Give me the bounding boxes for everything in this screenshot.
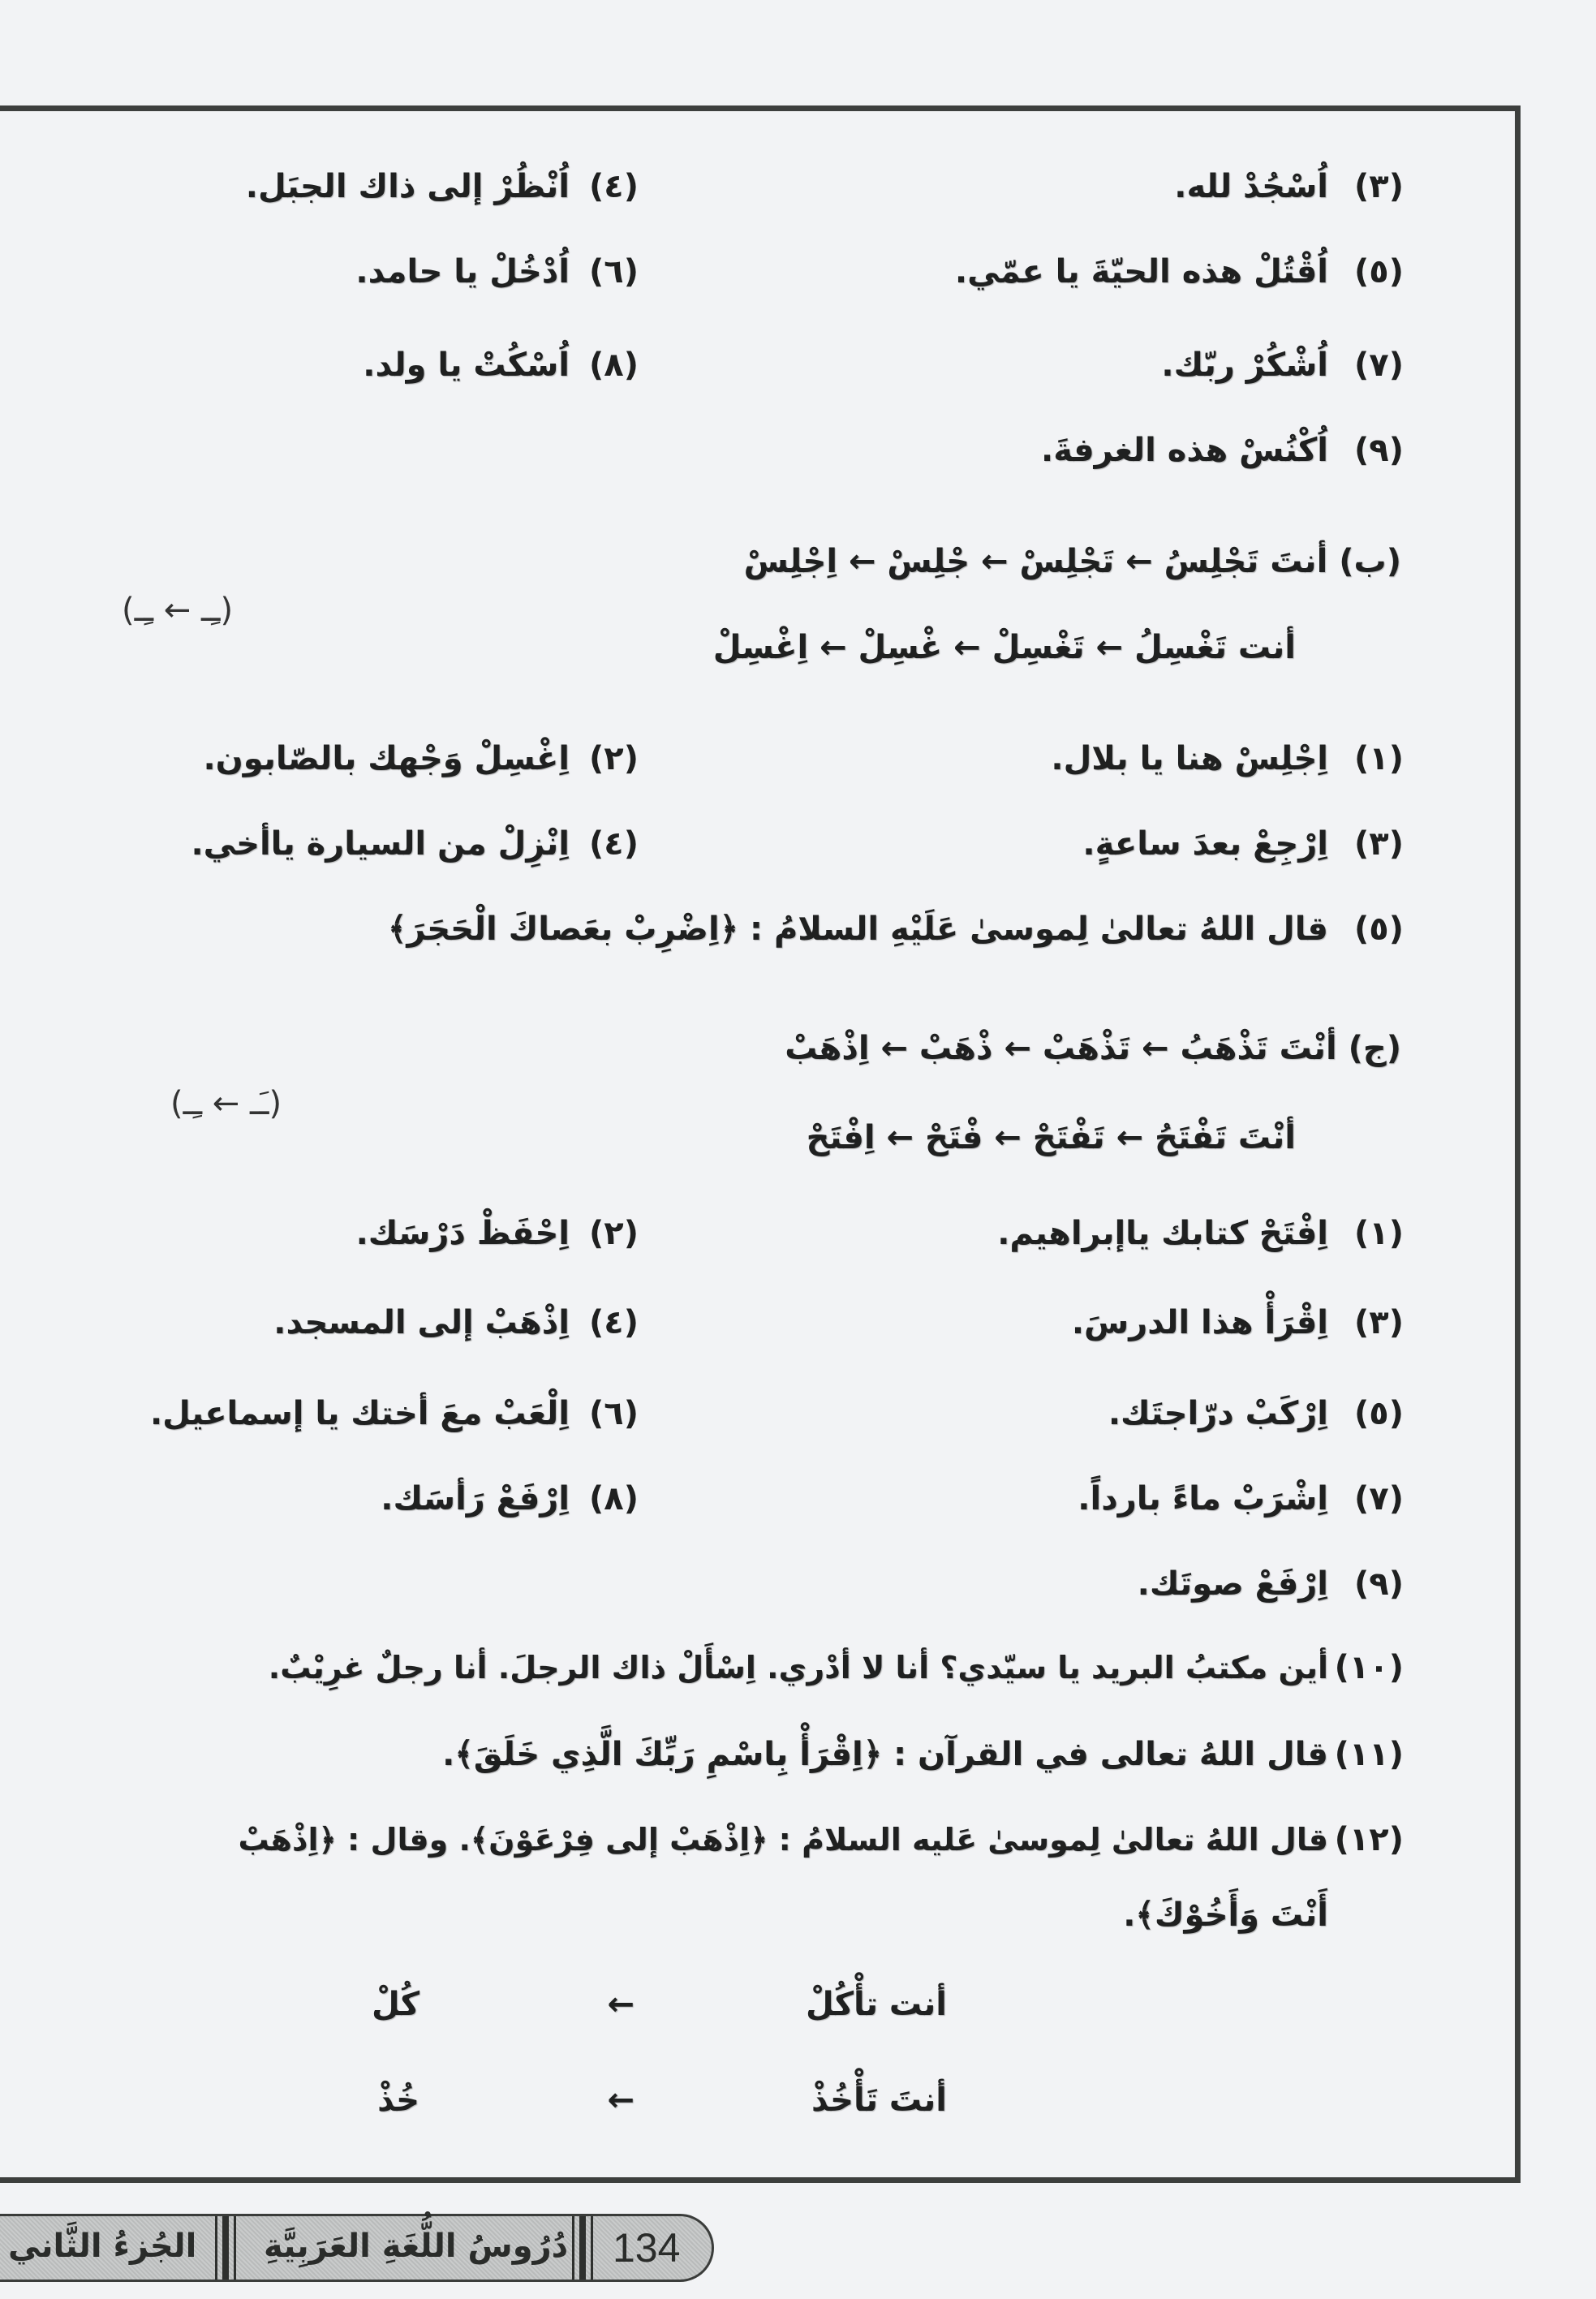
footer-separator [572,2216,593,2280]
item-label: (٣) [1354,825,1404,863]
item-label: (٢) [589,1215,639,1252]
imperative-to: خُذْ [377,2082,419,2119]
item-label: (٢) [589,740,639,777]
derivation: أنتَ تَجْلِسُ ← تَجْلِسْ ← جْلِسْ ← اِجْلِسْ [743,543,1328,580]
item-label: (٤) [589,1304,639,1341]
vowel-pattern: (ـَـ ← ـِـ) [170,1085,282,1122]
sentence: قال اللهُ تعالىٰ لِموسىٰ عَليه السلامُ : ﴿اِذْهَبْ إلى فِرْعَوْنَ﴾. وقال : ﴿اِذْهَبْ [238,1822,1328,1858]
sentence: اِنْزِلْ من السيارة ياأخي. [191,825,570,863]
section-label: (ج) [1348,1030,1401,1067]
item-label: (٩) [1354,1565,1404,1603]
item-label: (٥) [1354,911,1404,948]
imperative-from: أنتَ تَأْخُذْ [811,2082,947,2119]
page-footer [0,2214,714,2282]
item-label: (٥) [1354,253,1404,291]
conjugation-line [744,537,1401,586]
item-label: (٤) [589,825,639,863]
sentence: اِفْتَحْ كتابك ياإبراهيم. [997,1215,1328,1252]
section-label: (ب) [1339,543,1401,580]
item-label: (٥) [1354,1395,1404,1432]
item-label: (٧) [1354,1480,1404,1518]
sentence: اُنْظُرْ إلى ذاك الجبَل. [245,168,570,205]
sentence: اِقْرَأْ هذا الدرسَ. [1071,1304,1328,1341]
sentence: اِشْرَبْ ماءً بارداً. [1078,1480,1328,1518]
sentence: اُشْكُرْ ربّك. [1161,347,1328,384]
conjugation-line: أنْتَ تَفْتَحُ ← تَفْتَحْ ← فْتَحْ ← اِفْتَحْ [806,1119,1296,1156]
footer-separator [215,2216,236,2280]
sentence: قال اللهُ تعالى في القرآن : ﴿اِقْرَأْ بِاسْمِ رَبِّكَ الَّذِي خَلَقَ﴾. [442,1736,1328,1773]
sentence: اِرْفَعْ صوتَك. [1137,1565,1328,1603]
item-label: (٦) [589,253,639,291]
item-label: (٨) [589,347,639,384]
sentence: قال اللهُ تعالىٰ لِموسىٰ عَلَيْهِ السلامُ : ﴿اِضْرِبْ بعَصاكَ الْحَجَرَ﴾ [387,911,1328,948]
vowel-pattern: (ـِـ ← ـِـ) [122,592,234,629]
item-label: (٦) [589,1395,639,1432]
derivation: أنْتَ تَذْهَبُ ← تَذْهَبْ ← ذْهَبْ ← اِذْهَبْ [785,1030,1337,1067]
conjugation-line [785,1024,1401,1073]
sentence: اِجْلِسْ هنا يا بلال. [1051,740,1328,777]
conjugation-line: أنت تَغْسِلُ ← تَغْسِلْ ← غْسِلْ ← اِغْسِلْ [712,629,1296,666]
sentence: اِرْفَعْ رَأسَك. [381,1480,570,1518]
sentence-continuation: أَنْتَ وَأَخُوْكَ﴾. [1123,1896,1328,1934]
sentence: اُكْنُسْ هذه الغرفةَ. [1041,432,1328,469]
sentence: اُقْتُلْ هذه الحيّةَ يا عمّي. [954,253,1328,291]
sentence: اِرْجِعْ بعدَ ساعةٍ. [1082,825,1328,863]
sentence: اِلْعَبْ معَ أختك يا إسماعيل. [149,1395,570,1432]
item-label: (٧) [1354,347,1404,384]
page-number: 134 [613,2225,681,2271]
item-label: (٣) [1354,1304,1404,1341]
item-label: (٣) [1354,168,1404,205]
sentence: اِرْكَبْ درّاجتَك. [1108,1395,1328,1432]
item-label: (٤) [589,168,639,205]
item-label: (١) [1354,740,1404,777]
book-title: دُرُوسُ اللُّغَةِ العَرَبِيَّةِ [264,2228,569,2265]
sentence: اِغْسِلْ وَجْهك بالصّابون. [203,740,570,777]
sentence: اُسْجُدْ لله. [1174,168,1328,205]
item-label: (٩) [1354,432,1404,469]
imperative-to: كُلْ [372,1986,419,2023]
arrow: ← [607,2082,635,2119]
imperative-from: أنت تأْكُلْ [805,1986,947,2023]
sentence: أين مكتبُ البريد يا سيّدي؟ أنا لا أدْري. اِسْأَلْ ذاك الرجلَ. أنا رجلٌ غرِيْبٌ. [268,1650,1328,1686]
sentence: اِحْفَظْ دَرْسَك. [355,1215,570,1252]
item-label: (١١) [1334,1736,1404,1773]
sentence: اُسْكُتْ يا ولد. [363,347,570,384]
part-label: الجُزءُ الثَّاني [8,2228,197,2265]
sentence: اُدْخُلْ يا حامد. [355,253,570,291]
item-label: (١) [1354,1215,1404,1252]
item-label: (٨) [589,1480,639,1518]
sentence: اِذْهَبْ إلى المسجد. [273,1304,570,1341]
arrow: ← [607,1986,635,2023]
item-label: (١٠) [1334,1649,1404,1686]
item-label: (١٢) [1334,1821,1404,1858]
